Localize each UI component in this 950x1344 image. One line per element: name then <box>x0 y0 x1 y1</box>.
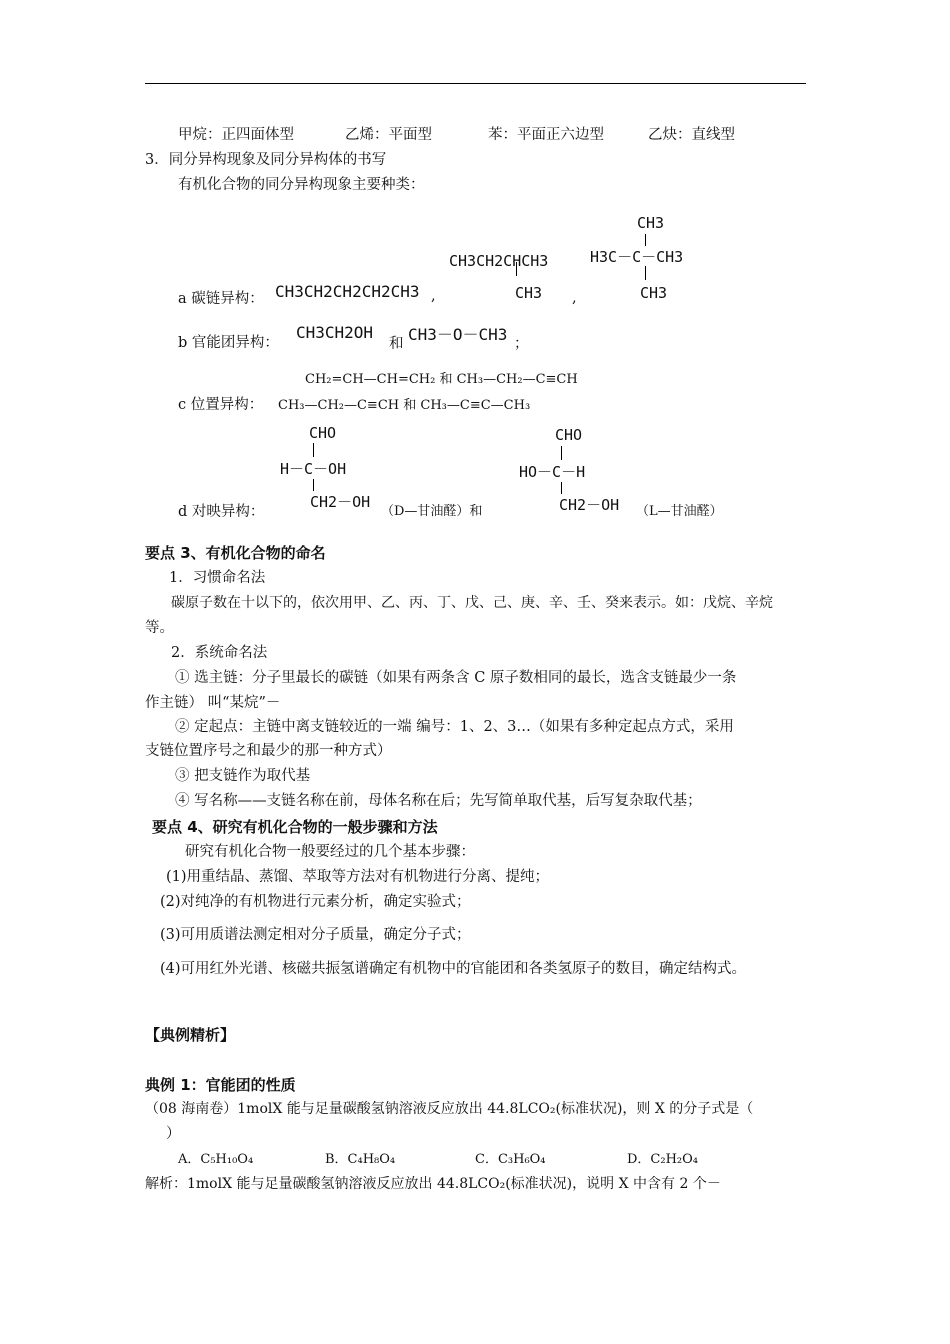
formula-text: CH3 <box>515 284 543 302</box>
example-1-question: （08 海南卷）1molX 能与足量碳酸氢钠溶液反应放出 44.8LCO₂(标准状况)，则 X 的分子式是（ <box>145 1101 754 1117</box>
examples-header: 【典例精析】 <box>145 1026 236 1044</box>
point-4-title: 要点 4、研究有机化合物的一般步骤和方法 <box>152 818 438 836</box>
neopentane-top-ch3 <box>637 214 664 233</box>
formula-text: HO－C－H <box>519 463 586 481</box>
dimethyl-ether <box>408 325 507 345</box>
example-1-title: 典例 1：官能团的性质 <box>145 1076 296 1094</box>
isopentane-main <box>449 252 548 271</box>
example-1-question-end: ） <box>166 1126 181 1142</box>
naming-step-3: ③ 把支链作为取代基 <box>175 768 311 784</box>
formula-text: CH3 <box>640 284 668 302</box>
bond-vertical <box>561 446 562 460</box>
l-glyceraldehyde-top <box>555 426 582 445</box>
bond-vertical <box>313 443 314 457</box>
research-step-3: (3)可用质谱法测定相对分子质量，确定分子式； <box>160 927 471 943</box>
formula-text: CH3CH2CHCH3 <box>449 252 549 270</box>
systematic-naming-title: 2．系统命名法 <box>171 645 268 661</box>
option-c: C．C₃H₆O₄ <box>475 1152 546 1167</box>
naming-step-1: ① 选主链：分子里最长的碳链（如果有两条含 C 原子数相同的最长，选含支链最少一条 <box>175 670 737 686</box>
formula-text: CHO <box>309 424 337 442</box>
d-glyceraldehyde-name: （D—甘油醛）和 <box>381 504 483 519</box>
acetylene-shape: 乙炔：直线型 <box>648 127 735 143</box>
point-4-intro: 研究有机化合物一般要经过的几个基本步骤： <box>185 844 475 860</box>
d-glyceraldehyde-middle <box>280 460 346 479</box>
position-label: c 位置异构： <box>178 397 264 413</box>
point-3-title: 要点 3、有机化合物的命名 <box>145 544 326 562</box>
ethylene-shape: 乙烯：平面型 <box>345 127 432 143</box>
formula-text: CH3CH2CH2CH2CH3 <box>275 282 420 301</box>
formula-text: CH3CH2OH <box>296 323 374 342</box>
option-b: B．C₄H₈O₄ <box>325 1152 396 1167</box>
bond-vertical <box>313 479 314 491</box>
bond-vertical <box>516 262 517 276</box>
habitual-naming-text: 碳原子数在十以下的，依次用甲、乙、丙、丁、戊、己、庚、辛、壬、癸来表示。如：戊烷、辛烷 <box>171 595 773 611</box>
formula-text: CH2－OH <box>310 493 371 511</box>
d-glyceraldehyde-bottom <box>310 493 370 512</box>
header-rule <box>145 83 806 84</box>
isopentane-branch <box>515 284 542 303</box>
comma: , <box>431 288 436 304</box>
research-step-4: (4)可用红外光谱、核磁共振氢谱确定有机物中的官能团和各类氢原子的数目，确定结构式。 <box>160 961 747 977</box>
formula-text: H3C－C－CH3 <box>590 248 684 266</box>
neopentane-middle <box>590 248 683 267</box>
benzene-shape: 苯：平面正六边型 <box>488 127 604 143</box>
and-text: 和 <box>389 336 404 352</box>
formula-text: CH3－O－CH3 <box>408 325 508 344</box>
enantiomer-label: d 对映异构： <box>178 504 265 520</box>
neopentane-bottom-ch3 <box>640 284 667 303</box>
formula-text: CH3 <box>637 214 665 232</box>
naming-step-4: ④ 写名称——支链名称在前，母体名称在后；先写简单取代基，后写复杂取代基； <box>175 793 702 809</box>
naming-step-2-cont: 支链位置序号之和最少的那一种方式） <box>145 743 392 759</box>
habitual-naming-title: 1．习惯命名法 <box>169 570 266 586</box>
functional-group-label: b 官能团异构： <box>178 335 279 351</box>
research-step-1: (1)用重结晶、蒸馏、萃取等方法对有机物进行分离、提纯； <box>166 869 550 885</box>
naming-step-1-cont: 作主链） 叫“某烷”－ <box>145 695 281 711</box>
l-glyceraldehyde-middle <box>519 463 585 482</box>
comma: , <box>572 290 577 306</box>
l-glyceraldehyde-bottom <box>559 496 619 515</box>
formula-text: CHO <box>555 426 583 444</box>
formula-text: H－C－OH <box>280 460 347 478</box>
l-glyceraldehyde-name: （L—甘油醛） <box>636 504 723 519</box>
section-3-intro: 有机化合物的同分异构现象主要种类： <box>178 177 425 193</box>
bond-vertical <box>561 482 562 494</box>
example-1-analysis: 解析：1molX 能与足量碳酸氢钠溶液反应放出 44.8LCO₂(标准状况)，说明 X 中含有 2 个－ <box>145 1176 721 1192</box>
semicolon: ； <box>514 336 529 352</box>
d-glyceraldehyde-top <box>309 424 336 443</box>
bond-vertical <box>645 266 646 280</box>
position-line-1: CH₂=CH—CH=CH₂ 和 CH₃—CH₂—C≡CH <box>305 372 578 387</box>
bond-vertical <box>645 234 646 246</box>
option-d: D．C₂H₂O₄ <box>627 1152 698 1167</box>
carbon-chain-label: a 碳链异构： <box>178 291 264 307</box>
ethanol <box>296 323 373 343</box>
formula-text: CH2－OH <box>559 496 620 514</box>
section-3-title: 3．同分异构现象及同分异构体的书写 <box>145 152 387 168</box>
methane-shape: 甲烷：正四面体型 <box>178 127 294 143</box>
position-line-2: CH₃—CH₂—C≡CH 和 CH₃—C≡C—CH₃ <box>278 398 531 413</box>
habitual-naming-text-end: 等。 <box>145 620 174 636</box>
research-step-2: (2)对纯净的有机物进行元素分析，确定实验式； <box>160 894 471 910</box>
option-a: A．C₅H₁₀O₄ <box>178 1152 254 1167</box>
naming-step-2: ② 定起点：主链中离支链较近的一端 编号：1、2、3…（如果有多种定起点方式，采用 <box>175 719 734 735</box>
n-pentane <box>275 282 420 302</box>
